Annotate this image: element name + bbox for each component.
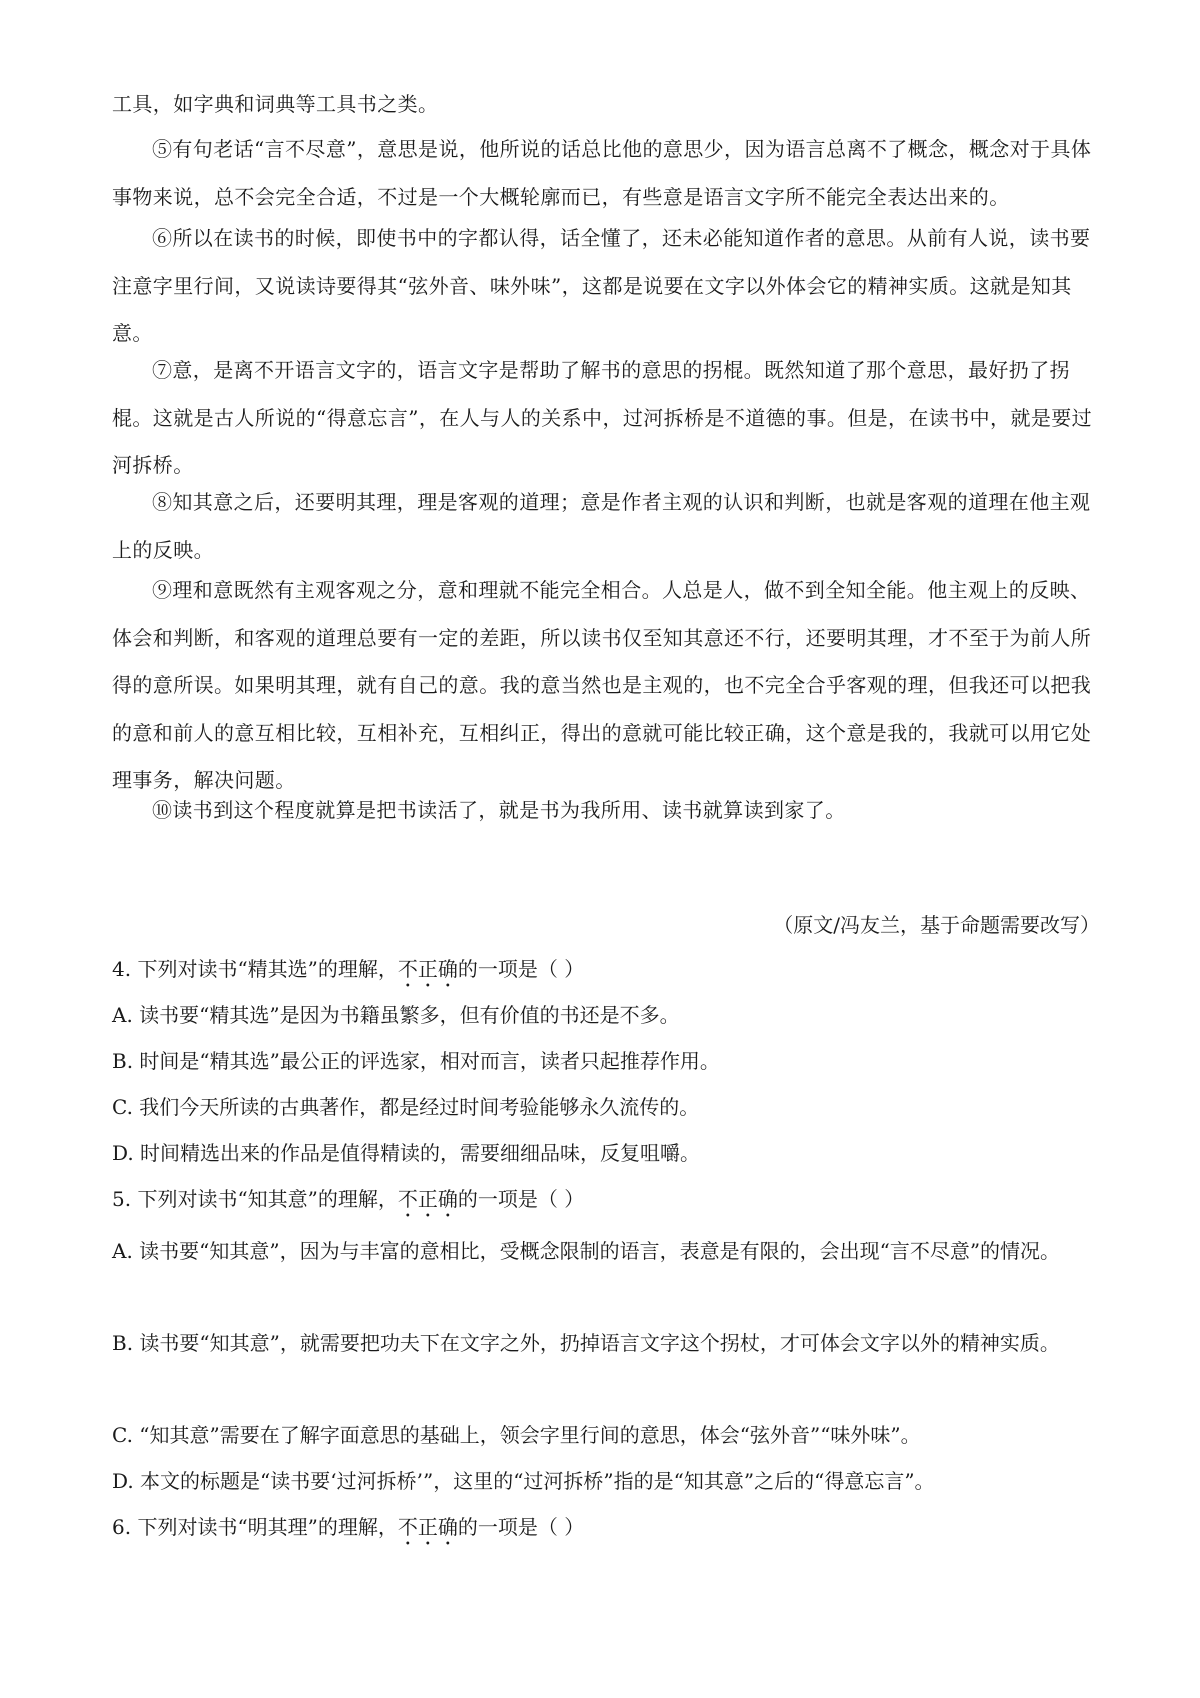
question-4-stem-text: 4. 下列对读书“精其选”的理解， [112, 957, 398, 981]
question-5-stem-text: 5. 下列对读书“知其意”的理解， [112, 1187, 398, 1211]
question-4-option-d: D. 时间精选出来的作品是值得精读的，需要细细品味，反复咀嚼。 [112, 1141, 701, 1165]
question-5-option-c: C. “知其意”需要在了解字面意思的基础上，领会字里行间的意思，体会“弦外音”“味外味”。 [112, 1423, 921, 1447]
question-5-option-d: D. 本文的标题是“读书要‘过河拆桥’”，这里的“过河拆桥”指的是“知其意”之后的“得意忘言”。 [112, 1469, 935, 1493]
question-4-option-b: B. 时间是“精其选”最公正的评选家，相对而言，读者只起推荐作用。 [112, 1049, 720, 1073]
question-6-stem-bracket: 的一项是（ ） [457, 1515, 585, 1539]
question-4-stem [112, 946, 1102, 992]
question-5-stem-bracket: 的一项是（ ） [457, 1187, 585, 1211]
question-4-option-a: A. 读书要“精其选”是因为书籍虽繁多，但有价值的书还是不多。 [112, 1003, 680, 1027]
question-6-emphasis: 不正确 [397, 1515, 458, 1539]
passage-paragraph-continued: 工具，如字典和词典等工具书之类。 [112, 92, 439, 116]
passage-paragraph-5: ⑤有句老话“言不尽意”，意思是说，他所说的话总比他的意思少，因为语言总离不了概念，概念对于具体事物来说，总不会完全合适，不过是一个大概轮廓而已，有些意是语言文字所不能完全表达出来的。 [112, 137, 1092, 209]
passage-paragraph-10: ⑩读书到这个程度就算是把书读活了，就是书为我所用、读书就算读到家了。 [152, 798, 846, 822]
question-4-emphasis: 不正确 [397, 957, 458, 981]
question-5-option-b: B. 读书要“知其意”，就需要把功夫下在文字之外，扔掉语言文字这个拐杖，才可体会文字以外的精神实质。 [112, 1331, 1060, 1355]
passage-paragraph-6: ⑥所以在读书的时候，即使书中的字都认得，话全懂了，还未必能知道作者的意思。从前有人说，读书要注意字里行间，又说读诗要得其“弦外音、味外味”，这都是说要在文字以外体会它的精神实质。这就是知其意。 [112, 226, 1091, 345]
question-5-emphasis: 不正确 [397, 1187, 458, 1211]
passage-paragraph-7: ⑦意，是离不开语言文字的，语言文字是帮助了解书的意思的拐棍。既然知道了那个意思，最好扔了拐棍。这就是古人所说的“得意忘言”，在人与人的关系中，过河拆桥是不道德的事。但是，在读书中，就是要过河拆桥。 [112, 358, 1093, 477]
question-6-stem-text: 6. 下列对读书“明其理”的理解， [112, 1515, 398, 1539]
passage-paragraph-9: ⑨理和意既然有主观客观之分，意和理就不能完全相合。人总是人，做不到全知全能。他主观上的反映、体会和判断，和客观的道理总要有一定的差距，所以读书仅至知其意还不行，还要明其理，才不至于为前人所得的意所误。如果明其理，就有自己的意。我的意当然也是主观的，也不完全合乎客观的理，但我还可以把我的意和前人的意互相比较，互相补充，互相纠正，得出的意就可能比较正确，这个意是我的，我就可以用它处理事务，解决问题。 [112, 578, 1092, 792]
passage-source: （原文/冯友兰，基于命题需要改写） [773, 913, 1100, 937]
question-5-stem [112, 1176, 1102, 1222]
question-4-stem-bracket: 的一项是（ ） [457, 957, 585, 981]
question-5-option-a: A. 读书要“知其意”，因为与丰富的意相比，受概念限制的语言，表意是有限的，会出现“言不尽意”的情况。 [112, 1239, 1061, 1263]
passage-paragraph-8: ⑧知其意之后，还要明其理，理是客观的道理；意是作者主观的认识和判断，也就是客观的道理在他主观上的反映。 [112, 490, 1091, 562]
question-4-option-c: C. 我们今天所读的古典著作，都是经过时间考验能够永久流传的。 [112, 1095, 700, 1119]
question-6-stem [112, 1504, 1102, 1550]
